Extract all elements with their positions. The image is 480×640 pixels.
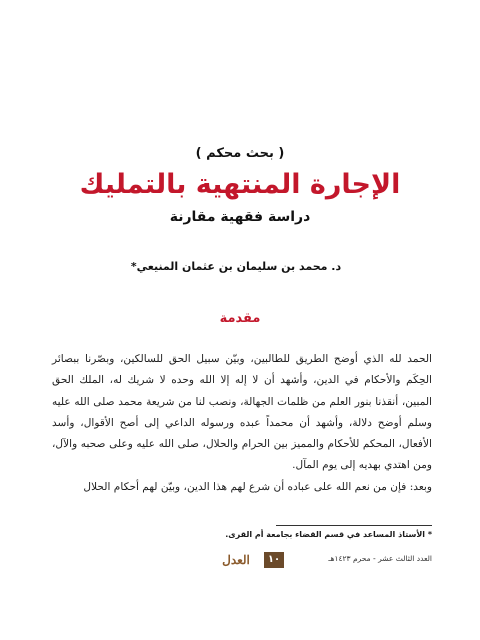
- page-number-badge: ١٠: [264, 552, 284, 568]
- footnote: * الأستاذ المساعد في قسم القضاء بجامعة أم القرى.: [225, 530, 432, 539]
- footnote-divider: [276, 525, 432, 526]
- body-text: [52, 349, 432, 498]
- journal-logo-text: العدل: [222, 553, 250, 567]
- article-author: د. محمد بن سليمان بن عثمان المنيعي*: [130, 260, 342, 273]
- article-title: الإجارة المنتهية بالتمليك: [79, 169, 401, 200]
- page-footer: [210, 550, 432, 570]
- body-paragraph: وبعد: فإن من نعم الله على عباده أن شرع لهم هذا الدين، وبيّن لهم أحكام الحلال: [83, 480, 432, 493]
- article-kicker: ( بحث محكم ): [195, 146, 285, 161]
- issue-info: العدد الثالث عشر - محرم ١٤٢٣هـ: [328, 554, 432, 563]
- body-paragraph: الحمد لله الذي أوضح الطريق للطالبين، وبيّن سبيل الحق للسالكين، وبصّرنا ببصائر الحِكَم والأحكام في الدين، وأشهد أن لا إله إلا الله وحده لا شريك له، الملك الحق المبين، أنقذنا بنور العلم من ظلمات الجهالة، ونصب لنا من شريعة محمد صلى الله عليه وسلم أوضح دلالة، وأشهد أن محمداً عبده ورسوله الداعي إلى أصح الأقوال، وأسد الأفعال، المحكم للأحكام والمميز بين الحرام والحلال، صلى الله عليه وعلى صحبه والآل، ومن اهتدي بهديه إلى يوم المآل.: [52, 353, 432, 472]
- article-subtitle: دراسة فقهية مقارنة: [169, 209, 311, 225]
- journal-logo: [216, 550, 256, 568]
- section-heading: مقدمة: [219, 311, 261, 326]
